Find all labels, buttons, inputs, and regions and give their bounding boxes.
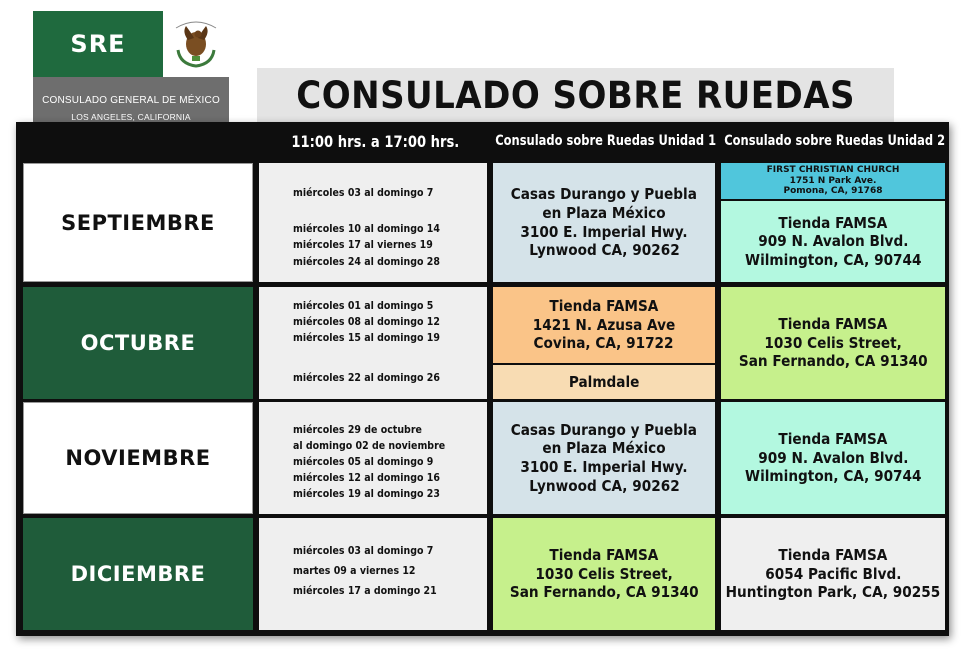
month-octubre: OCTUBRE [23, 287, 253, 399]
location-line: Pomona, CA, 91768 [783, 186, 883, 197]
sre-logo [33, 11, 229, 139]
date-line: miércoles 05 al domingo 9 [293, 456, 434, 468]
location-line: 1751 N Park Ave. [789, 175, 877, 186]
location-line: Casas Durango y Puebla [510, 420, 698, 439]
header-unit2 [721, 122, 949, 160]
month-diciembre: DICIEMBRE [23, 518, 253, 630]
location-unit2-octubre [721, 287, 945, 399]
location-line: FIRST CHRISTIAN CHURCH [766, 165, 900, 176]
location-unit1-noviembre [493, 402, 715, 514]
title-banner [257, 68, 894, 122]
date-line: miércoles 29 de octubre [293, 424, 422, 436]
dates-diciembre [259, 518, 487, 630]
dates-octubre [259, 287, 487, 399]
location-unit2-noviembre [721, 402, 945, 514]
page-title: CONSULADO SOBRE RUEDAS [296, 73, 855, 117]
date-line: miércoles 03 al domingo 7 [293, 187, 434, 199]
location-line: Tienda FAMSA [778, 315, 888, 334]
location-line: Lynwood CA, 90262 [528, 476, 680, 495]
location-unit1-octubre [493, 287, 715, 363]
mexican-coat-of-arms-icon [163, 11, 229, 77]
location-line: 1030 Celis Street, [764, 333, 902, 352]
location-unit2-diciembre [721, 518, 945, 630]
date-line: miércoles 01 al domingo 5 [293, 300, 434, 312]
location-line: en Plaza México [542, 203, 666, 222]
location-line: Casas Durango y Puebla [510, 185, 698, 204]
logo-sre-text: SRE [70, 30, 126, 58]
date-line: miércoles 08 al domingo 12 [293, 316, 440, 328]
header-unit1 [491, 122, 721, 160]
header-unit1-label: Consulado sobre Ruedas Unidad 1 [495, 133, 717, 149]
dates-noviembre [259, 402, 487, 514]
location-line: Tienda FAMSA [549, 546, 659, 565]
location-line: Tienda FAMSA [778, 430, 888, 449]
location-line: Tienda FAMSA [778, 546, 888, 565]
location-line: Huntington Park, CA, 90255 [725, 583, 941, 602]
location-line: 1421 N. Azusa Ave [532, 315, 676, 334]
month-noviembre: NOVIEMBRE [23, 402, 253, 514]
location-line: Covina, CA, 91722 [533, 334, 675, 353]
location-line: 3100 E. Imperial Hwy. [520, 458, 688, 476]
logo-city: LOS ANGELES, CALIFORNIA [71, 111, 191, 122]
location-unit2-septiembre [721, 201, 945, 282]
date-line: miércoles 03 al domingo 7 [293, 545, 434, 557]
schedule-board [16, 122, 949, 636]
date-line: al domingo 02 de noviembre [293, 440, 446, 452]
date-line: miércoles 17 al viernes 19 [293, 239, 433, 251]
month-septiembre: SEPTIEMBRE [23, 163, 253, 282]
date-line: miércoles 10 al domingo 14 [293, 223, 440, 235]
location-unit1-diciembre [493, 518, 715, 630]
location-line: Tienda FAMSA [778, 213, 888, 232]
date-line: miércoles 15 al domingo 19 [293, 332, 440, 344]
location-line: Wilmington, CA, 90744 [744, 250, 922, 269]
date-line: miércoles 24 al domingo 28 [293, 256, 440, 268]
dates-septiembre [259, 163, 487, 282]
location-line: San Fernando, CA 91340 [738, 352, 928, 371]
location-line: 3100 E. Imperial Hwy. [520, 222, 688, 241]
location-line: Lynwood CA, 90262 [528, 241, 680, 260]
location-line: San Fernando, CA 91340 [509, 583, 699, 602]
location-line: Tienda FAMSA [549, 297, 659, 316]
date-line: miércoles 22 al domingo 26 [293, 372, 440, 384]
header-time [259, 122, 491, 160]
location-line: 909 N. Avalon Blvd. [757, 448, 909, 467]
date-line: miércoles 17 a domingo 21 [293, 585, 437, 597]
logo-green-panel [33, 11, 163, 77]
date-line: miércoles 19 al domingo 23 [293, 488, 440, 500]
location-line: Wilmington, CA, 90744 [744, 467, 922, 486]
location-line: 6054 Pacific Blvd. [764, 564, 902, 583]
location-line: en Plaza México [542, 439, 666, 458]
location-line: Palmdale [568, 372, 640, 391]
location-line: 1030 Celis Street, [535, 564, 673, 583]
date-line: martes 09 a viernes 12 [293, 565, 416, 577]
location-unit2-septiembre-church [721, 163, 945, 199]
header-time-label: 11:00 hrs. a 17:00 hrs. [291, 131, 459, 151]
logo-consulate-name: CONSULADO GENERAL DE MÉXICO [42, 94, 220, 106]
location-line: 909 N. Avalon Blvd. [757, 232, 909, 251]
location-unit1-octubre-palmdale [493, 365, 715, 399]
header-unit2-label: Consulado sobre Ruedas Unidad 2 [724, 133, 946, 149]
location-unit1-septiembre [493, 163, 715, 282]
date-line: miércoles 12 al domingo 16 [293, 472, 440, 484]
